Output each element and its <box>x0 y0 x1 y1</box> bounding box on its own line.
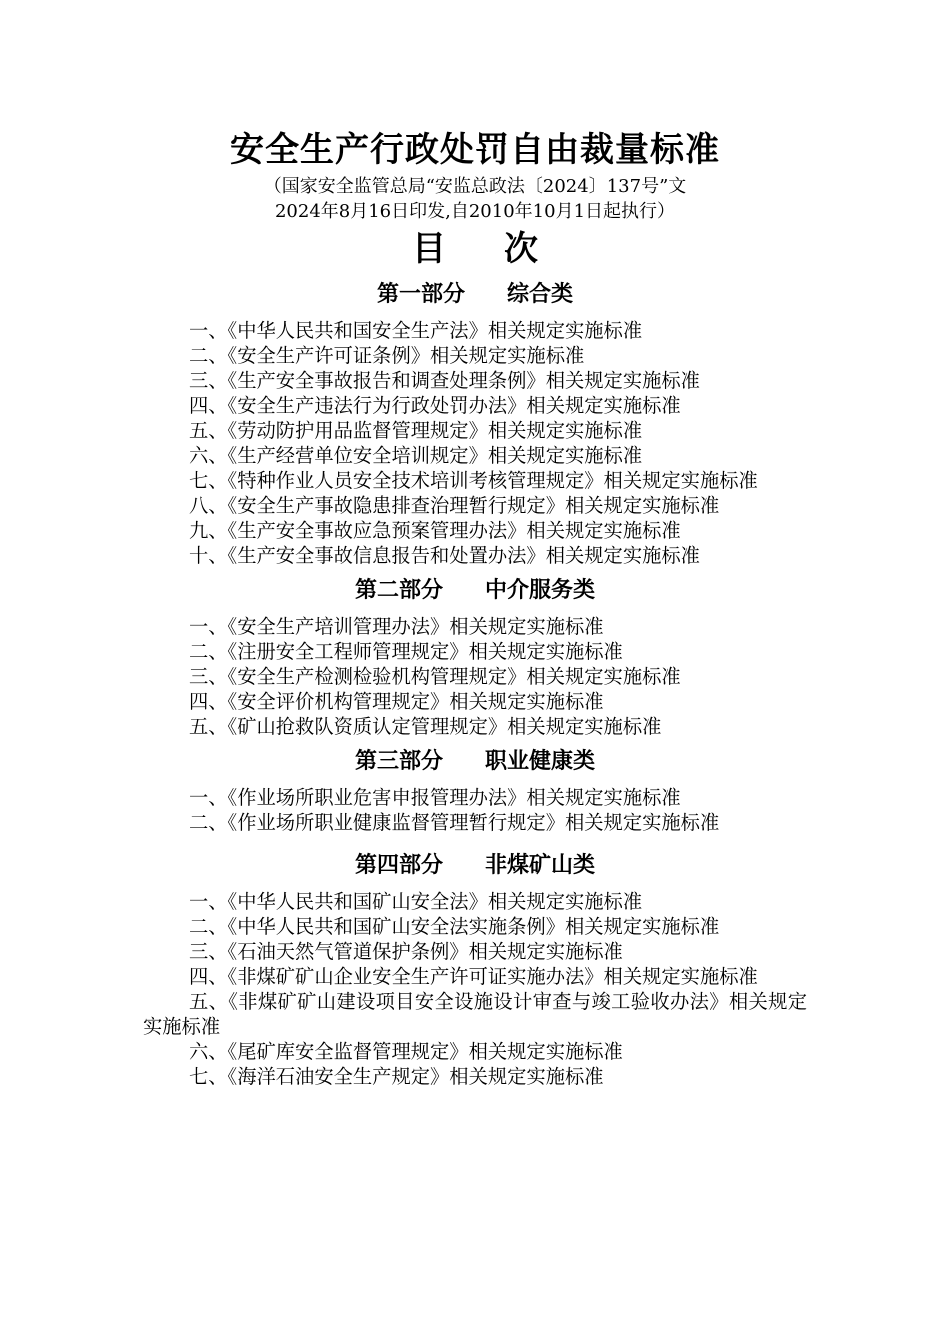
document-subtitle-line2: 2024年8月16日印发,自2010年10月1日起执行） <box>274 201 676 222</box>
toc-item: 六、《尾矿库安全监督管理规定》相关规定实施标准 <box>189 1040 623 1063</box>
toc-section <box>143 576 807 739</box>
toc-item: 五、《矿山抢救队资质认定管理规定》相关规定实施标准 <box>189 715 662 738</box>
toc-item: 七、《特种作业人员安全技术培训考核管理规定》相关规定实施标准 <box>189 469 758 492</box>
toc-item: 七、《海洋石油安全生产规定》相关规定实施标准 <box>189 1065 604 1088</box>
section-name: 中介服务类 <box>485 578 596 603</box>
toc-item: 二、《安全生产许可证条例》相关规定实施标准 <box>189 344 585 367</box>
section-number: 第三部分 <box>354 749 443 774</box>
toc-item: 一、《中华人民共和国安全生产法》相关规定实施标准 <box>189 319 643 342</box>
section-number: 第二部分 <box>354 578 443 603</box>
section-heading <box>143 851 807 881</box>
toc-item: 一、《安全生产培训管理办法》相关规定实施标准 <box>189 615 604 638</box>
toc-heading: 目次 <box>412 229 596 269</box>
section-name: 综合类 <box>507 282 574 307</box>
toc-item: 四、《安全评价机构管理规定》相关规定实施标准 <box>189 690 604 713</box>
toc-item: 二、《中华人民共和国矿山安全法实施条例》相关规定实施标准 <box>189 915 720 938</box>
document-subtitle-line1: （国家安全监管总局“安监总政法〔2024〕137号”文 <box>263 176 687 197</box>
document-content <box>143 128 807 1089</box>
toc-item: 一、《中华人民共和国矿山安全法》相关规定实施标准 <box>189 890 643 913</box>
toc-item: 八、《安全生产事故隐患排查治理暂行规定》相关规定实施标准 <box>189 494 720 517</box>
document-title: 安全生产行政处罚自由裁量标准 <box>230 130 720 170</box>
section-name: 职业健康类 <box>485 749 596 774</box>
toc-item: 二、《注册安全工程师管理规定》相关规定实施标准 <box>189 640 623 663</box>
toc-item: 二、《作业场所职业健康监督管理暂行规定》相关规定实施标准 <box>189 811 720 834</box>
section-heading <box>143 747 807 777</box>
section-number: 第四部分 <box>354 853 443 878</box>
toc-item: 三、《生产安全事故报告和调查处理条例》相关规定实施标准 <box>189 369 700 392</box>
section-heading <box>143 280 807 310</box>
toc-item: 四、《非煤矿矿山企业安全生产许可证实施办法》相关规定实施标准 <box>189 965 758 988</box>
toc-item: 一、《作业场所职业危害申报管理办法》相关规定实施标准 <box>189 786 681 809</box>
toc-section <box>143 747 807 835</box>
toc-item: 九、《生产安全事故应急预案管理办法》相关规定实施标准 <box>189 519 681 542</box>
section-heading <box>143 576 807 606</box>
toc-section <box>143 280 807 568</box>
section-number: 第一部分 <box>376 282 465 307</box>
toc-item: 十、《生产安全事故信息报告和处置办法》相关规定实施标准 <box>189 544 700 567</box>
toc-item: 四、《安全生产违法行为行政处罚办法》相关规定实施标准 <box>189 394 681 417</box>
section-name: 非煤矿山类 <box>485 853 596 878</box>
toc-item: 五、《非煤矿矿山建设项目安全设施设计审查与竣工验收办法》相关规定实施标准 <box>143 990 807 1038</box>
toc-item: 六、《生产经营单位安全培训规定》相关规定实施标准 <box>189 444 643 467</box>
toc-section <box>143 851 807 1089</box>
toc-item: 三、《安全生产检测检验机构管理规定》相关规定实施标准 <box>189 665 681 688</box>
toc-item: 五、《劳动防护用品监督管理规定》相关规定实施标准 <box>189 419 643 442</box>
toc-item: 三、《石油天然气管道保护条例》相关规定实施标准 <box>189 940 623 963</box>
